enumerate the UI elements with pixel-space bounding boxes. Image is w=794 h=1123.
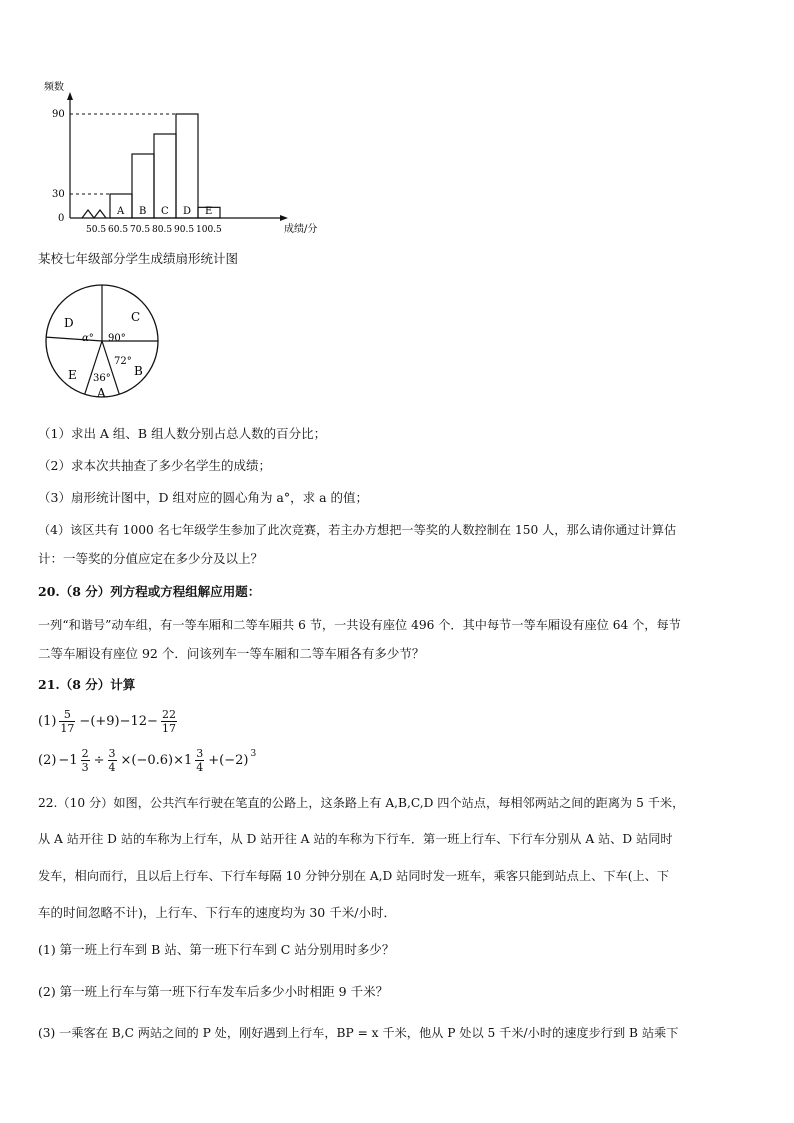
- q20-heading: 20.（8 分）列方程或方程组解应用题：: [38, 584, 261, 599]
- histogram-bar-label: D: [183, 206, 192, 217]
- frequency-histogram: [30, 78, 330, 238]
- q19-part3: （3）扇形统计图中，D 组对应的圆心角为 a°，求 a 的值；: [38, 490, 369, 505]
- histogram-bar-label: B: [139, 206, 147, 217]
- q22-line2: 从 A 站开往 D 站的车称为上行车，从 D 站开往 A 站的车称为下行车．第一班上行车、下行车分别从 A 站、D 站同时: [38, 832, 673, 846]
- q22-line3: 发车，相向而行，且以后上行车、下行车每隔 10 分钟分别在 A,D 站同时发一班车，乘客只能到站点上、下车(上、下: [38, 869, 670, 883]
- q19-part4-line1: （4）该区共有 1000 名七年级学生参加了此次竞赛，若主办方想把一等奖的人数控制在 150 人，那么请你通过计算估: [38, 523, 677, 537]
- pie-label-a: A: [97, 386, 106, 400]
- q21-expression-2: (2) −1 $\frac{2}{3}$ ÷ $\frac{3}{4}$ ×(−0.6)×1 $\frac{3}{4}$ +(−2) $^3$: [38, 746, 257, 774]
- pie-angle-b: 72°: [114, 356, 132, 367]
- x-tick-label: 50.5: [86, 225, 107, 235]
- pie-angle-a: 36°: [93, 373, 111, 384]
- x-tick-label: 70.5: [130, 225, 151, 235]
- q20-line1: 一列“和谐号”动车组，有一等车厢和二等车厢共 6 节，一共设有座位 496 个．其中每节一等车厢设有座位 64 个，每节: [38, 618, 681, 632]
- q22-line1: 22.（10 分）如图，公共汽车行驶在笔直的公路上，这条路上有 A,B,C,D 四个站点，每相邻两站之间的距离为 5 千米，: [38, 796, 685, 810]
- pie-label-e: E: [68, 368, 77, 382]
- pie-chart: [42, 283, 172, 403]
- x-axis-label: 成绩/分: [284, 224, 318, 235]
- q19-part2: （2）求本次共抽查了多少名学生的成绩；: [38, 458, 271, 473]
- pie-angle-d: α°: [82, 333, 94, 344]
- histogram-x-ticks: [86, 225, 222, 235]
- pie-label-c: C: [131, 310, 141, 324]
- histogram-bars: [110, 114, 220, 218]
- y-tick-90: 90: [52, 109, 65, 120]
- histogram-bar-label: C: [161, 206, 169, 217]
- x-tick-label: 60.5: [108, 225, 129, 235]
- q19-part4-line2: 计：一等奖的分值应定在多少分及以上？: [38, 551, 264, 566]
- histogram-bar-label: E: [205, 206, 213, 217]
- pie-angle-c: 90°: [108, 333, 126, 344]
- x-tick-label: 90.5: [174, 225, 195, 235]
- pie-label-b: B: [134, 364, 143, 378]
- q21-heading: 21.（8 分）计算: [38, 677, 136, 692]
- y-tick-0: 0: [58, 213, 65, 224]
- q20-line2: 二等车厢设有座位 92 个．问该列车一等车厢和二等车厢各有多少节？: [38, 646, 425, 661]
- y-axis-label: 频数: [44, 82, 64, 93]
- q22-line4: 车的时间忽略不计)，上行车、下行车的速度均为 30 千米/小时．: [38, 905, 396, 920]
- histogram-bar-d: [176, 114, 198, 218]
- q22-sub1: (1) 第一班上行车到 B 站、第一班下行车到 C 站分别用时多少？: [38, 942, 395, 957]
- pie-chart-title: 某校七年级部分学生成绩扇形统计图: [38, 251, 239, 266]
- x-tick-label: 100.5: [196, 225, 222, 235]
- q21-expression-1: (1) $\frac{5}{17}$ −(+9)−12− $\frac{22}{17}$: [38, 707, 176, 735]
- q22-sub3: (3) 一乘客在 B,C 两站之间的 P 处，刚好遇到上行车，BP = x 千米，他从 P 处以 5 千米/小时的速度步行到 B 站乘下: [38, 1026, 679, 1040]
- pie-label-d: D: [64, 316, 74, 330]
- y-tick-30: 30: [52, 189, 65, 200]
- histogram-bar-label: A: [117, 206, 125, 217]
- q22-sub2: (2) 第一班上行车与第一班下行车发车后多少小时相距 9 千米？: [38, 984, 389, 999]
- x-tick-label: 80.5: [152, 225, 173, 235]
- q19-part1: （1）求出 A 组、B 组人数分别占总人数的百分比；: [38, 426, 327, 441]
